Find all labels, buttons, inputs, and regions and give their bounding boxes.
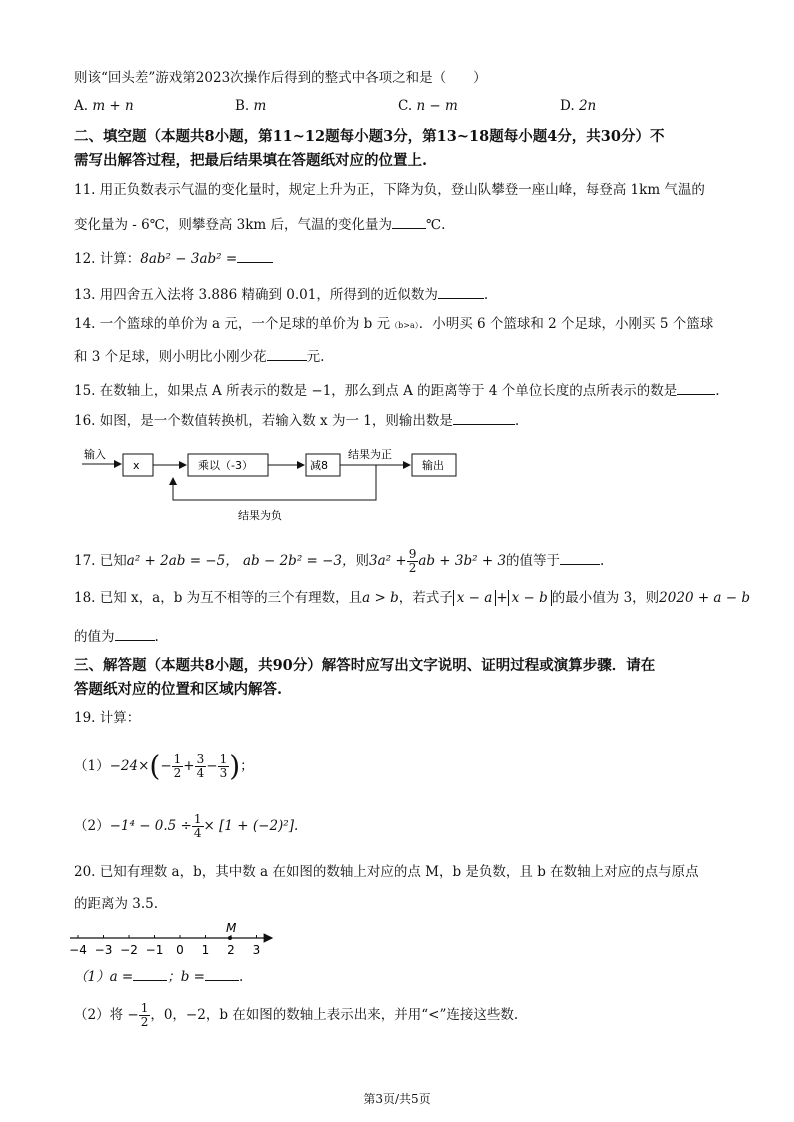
question-17-mid: 则 — [355, 553, 370, 569]
part-label: （2） — [74, 818, 110, 834]
fraction-numerator: 9 — [408, 547, 417, 561]
answer-blank — [438, 284, 484, 299]
fraction-3 — [218, 753, 230, 780]
point-m-label: M — [226, 921, 237, 935]
fraction-denominator: 4 — [196, 766, 205, 780]
question-19-part-2 — [74, 806, 730, 846]
flow-minus-label: 减8 — [310, 459, 328, 472]
part-end: ； — [240, 758, 254, 774]
question-12-expression: 8ab² − 3ab² = — [140, 251, 238, 267]
question-14-end: 元. — [306, 349, 325, 365]
option-c — [398, 98, 458, 114]
question-18-line1 — [74, 588, 751, 608]
expression-lead: −24× — [109, 758, 150, 774]
fraction-half — [139, 1002, 151, 1029]
question-14-note: （b>a） — [390, 321, 419, 330]
part-1-b: ；b = — [167, 969, 205, 985]
question-11-line1: 11. 用正负数表示气温的变化量时，规定上升为正，下降为负，登山队攀登一座山峰，每登高 1km 气温的 — [74, 182, 705, 198]
option-a-key: A. — [74, 98, 89, 114]
flow-output-label: 输出 — [422, 459, 444, 472]
fraction-quarter — [192, 813, 204, 840]
question-18-text-c: 的最小值为 3，则 — [551, 590, 660, 606]
part-1-a: （1）a = — [74, 969, 134, 985]
open-paren: ( — [149, 749, 161, 783]
question-15-text: 15. 在数轴上，如果点 A 所表示的数是 −1，那么到点 A 的距离等于 4 个单位长度的点所表示的数是 — [74, 383, 678, 399]
question-12 — [74, 248, 730, 269]
absolute-value-2: x − b — [508, 590, 552, 606]
question-14-text: 14. 一个篮球的单价为 a 元，一个足球的单价为 b 元 — [74, 316, 391, 332]
answer-blank — [453, 410, 515, 425]
question-10-tail: 则该“回头差”游戏第2023次操作后得到的整式中各项之和是（ ） — [74, 70, 487, 86]
section-3-heading-line1: 三、解答题（本题共8小题，共90分）解答时应写出文字说明、证明过程或演算步骤．请在 — [74, 657, 656, 674]
option-b — [235, 98, 266, 114]
section-2-heading-line2: 需写出解答过程，把最后结果填在答题纸对应的位置上. — [74, 152, 428, 169]
operator: + — [183, 758, 195, 774]
option-a-value: m + n — [92, 98, 134, 114]
fraction-numerator: 1 — [140, 1001, 149, 1015]
flow-multiply-label: 乘以（-3） — [198, 459, 253, 472]
fraction-denominator: 2 — [173, 766, 182, 780]
option-d-value: 2n — [578, 98, 597, 114]
fraction-2 — [195, 753, 207, 780]
fraction-denominator: 2 — [408, 561, 417, 575]
fraction-denominator: 3 — [219, 766, 228, 780]
axis-tick-label: −3 — [94, 943, 113, 957]
section-3-heading-line2: 答题纸对应的位置和区域内解答. — [74, 681, 283, 698]
option-c-key: C. — [398, 98, 413, 114]
question-18-text-d: 的值为 — [74, 629, 115, 645]
question-16 — [74, 410, 730, 431]
question-11-line2 — [74, 214, 730, 235]
question-14-line2 — [74, 346, 730, 367]
absolute-value-1: x − a — [453, 590, 497, 606]
axis-tick-label: 3 — [252, 943, 261, 957]
question-17-suffix: 的值等于 — [506, 553, 561, 569]
conversion-flowchart — [80, 444, 480, 526]
question-19-title: 19. 计算： — [74, 710, 141, 726]
question-11-text: 变化量为 - 6℃，则攀登高 3km 后，气温的变化量为 — [74, 217, 392, 233]
condition: a > b — [362, 590, 399, 606]
answer-blank — [237, 248, 273, 263]
option-c-value: n − m — [416, 98, 458, 114]
question-16-text: 16. 如图，是一个数值转换机，若输入数 x 为一 1，则输出数是 — [74, 413, 453, 429]
question-18-text-b: ，若式子 — [398, 590, 453, 606]
question-20-part-1 — [74, 966, 730, 987]
question-20-line1: 20. 已知有理数 a，b，其中数 a 在如图的数轴上对应的点 M，b 是负数，且 b 在数轴上对应的点与原点 — [74, 864, 699, 880]
expression-lead: −1⁴ − 0.5 ÷ — [109, 818, 192, 834]
expression-part-1: 3a² + — [369, 553, 407, 569]
flow-negative-label: 结果为负 — [238, 509, 282, 522]
axis-tick-label: 0 — [176, 943, 184, 957]
fraction-numerator: 1 — [219, 752, 228, 766]
option-b-key: B. — [235, 98, 250, 114]
question-14-line1 — [74, 314, 730, 336]
question-20-line2: 的距离为 3.5. — [74, 896, 159, 912]
flow-positive-label: 结果为正 — [348, 448, 392, 461]
question-18-expression: 2020 + a − b — [659, 590, 751, 606]
expression-part-2: ab + 3b² + 3 — [418, 553, 507, 569]
axis-tick-label: 1 — [201, 943, 210, 957]
page-footer: 第3页/共5页 — [363, 1092, 431, 1106]
option-d-key: D. — [560, 98, 575, 114]
question-13-text: 13. 用四舍五入法将 3.886 精确到 0.01，所得到的近似数为 — [74, 287, 438, 303]
axis-tick-label: 2 — [227, 943, 235, 957]
number-line — [66, 918, 286, 962]
option-d — [560, 98, 596, 114]
axis-tick-label: −4 — [69, 943, 87, 957]
question-16-end: . — [514, 413, 520, 429]
answer-blank — [560, 550, 600, 565]
fraction-nine-halves — [407, 548, 419, 575]
question-17-prefix: 17. 已知 — [74, 553, 127, 569]
question-11-end: ℃. — [426, 217, 446, 233]
answer-blank — [677, 380, 715, 395]
flow-input-label: 输入 — [84, 448, 106, 461]
answer-blank — [115, 626, 155, 641]
question-18-end: . — [154, 629, 159, 645]
plus-sign: + — [496, 590, 508, 606]
condition-2: ab − 2b² = −3， — [243, 553, 356, 569]
question-14-text-c: 和 3 个足球，则小明比小刚少花 — [74, 349, 267, 365]
flow-x-label: x — [133, 459, 140, 472]
answer-blank — [133, 966, 167, 981]
question-15-end: . — [715, 383, 720, 399]
point-m — [228, 936, 232, 940]
condition-1: a² + 2ab = −5， — [126, 553, 239, 569]
question-17 — [74, 548, 730, 575]
question-14-text-b: ．小明买 6 个篮球和 2 个足球，小刚买 5 个篮球 — [418, 316, 714, 332]
part-2-text: ，0，−2，b 在如图的数轴上表示出来，并用“<”连接这些数. — [150, 1007, 519, 1023]
question-20-part-2 — [74, 1002, 730, 1029]
expression-tail: × [1 + (−2)²]. — [203, 818, 299, 834]
part-label: （1） — [74, 758, 110, 774]
section-2-heading-line1: 二、填空题（本题共8小题，第11~12题每小题3分，第13~18题每小题4分，共30分）不 — [74, 128, 665, 145]
fraction-1 — [172, 753, 184, 780]
answer-blank — [392, 214, 426, 229]
fraction-numerator: 3 — [196, 752, 205, 766]
operator: − — [206, 758, 218, 774]
option-a — [74, 98, 134, 114]
answer-blank — [205, 966, 239, 981]
question-18-line2 — [74, 626, 730, 647]
axis-tick-label: −2 — [120, 943, 138, 957]
part-1-end: . — [239, 969, 244, 985]
close-paren: ) — [229, 749, 241, 783]
fraction-numerator: 1 — [193, 812, 202, 826]
fraction-denominator: 2 — [140, 1015, 149, 1029]
axis-tick-label: −1 — [145, 943, 164, 957]
fraction-denominator: 4 — [193, 826, 202, 840]
question-18-text: 18. 已知 x，a，b 为互不相等的三个有理数，且 — [74, 590, 363, 606]
fraction-numerator: 1 — [173, 752, 182, 766]
question-13 — [74, 284, 730, 305]
question-13-end: . — [483, 287, 489, 303]
question-15 — [74, 380, 730, 401]
question-17-end: . — [600, 553, 605, 569]
minus-sign: − — [160, 758, 172, 774]
option-b-value: m — [253, 98, 267, 114]
part-2-prefix: （2）将 − — [74, 1007, 139, 1023]
question-19-part-1 — [74, 746, 730, 786]
question-12-prefix: 12. 计算： — [74, 251, 141, 267]
answer-blank — [267, 346, 307, 361]
